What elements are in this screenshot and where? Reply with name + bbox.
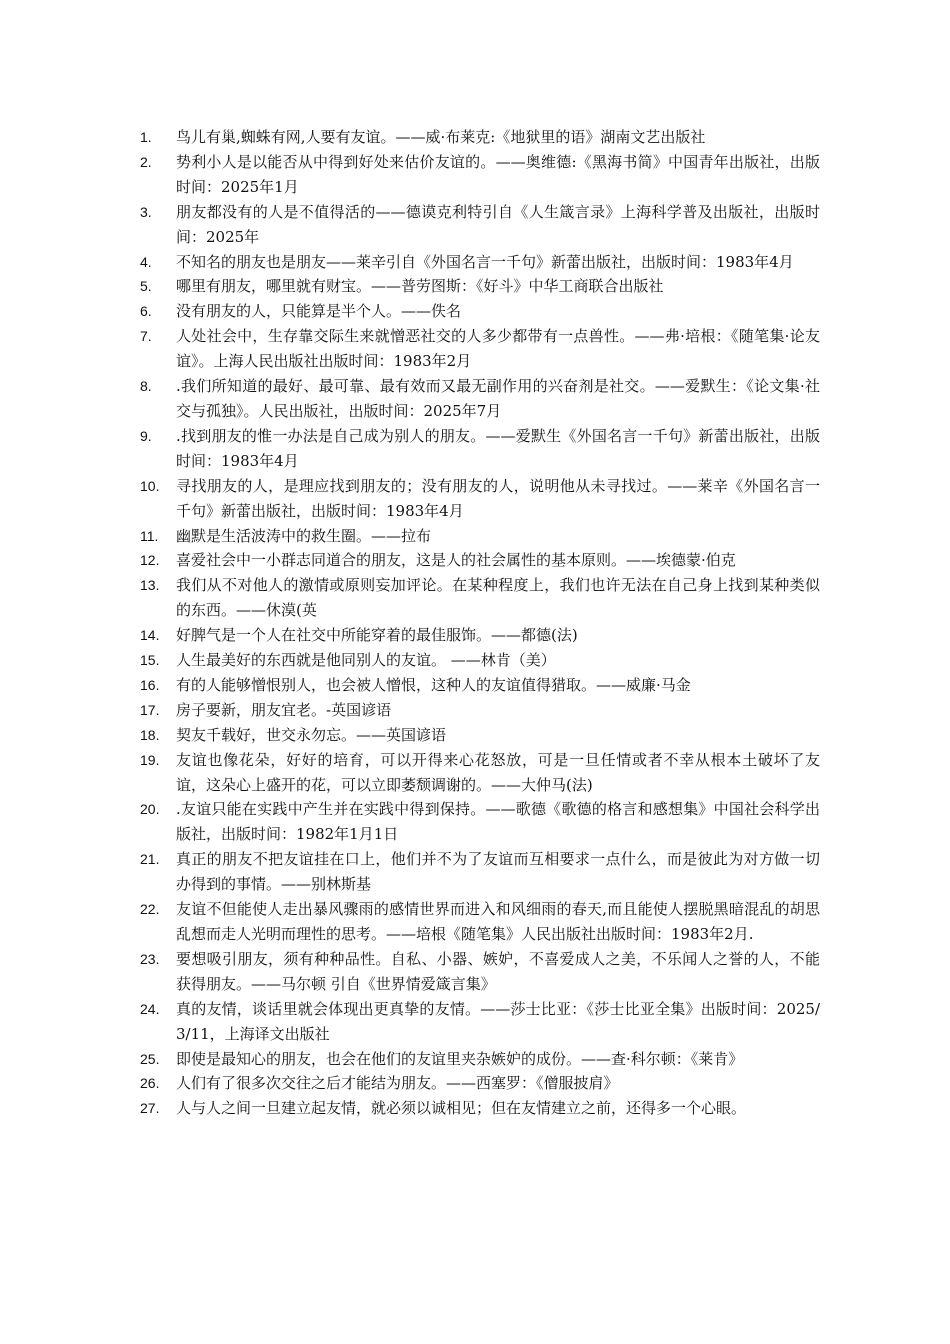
item-text: 有的人能够憎恨别人，也会被人憎恨，这种人的友谊值得猎取。——威廉·马金 <box>176 675 691 694</box>
list-item <box>140 374 820 424</box>
list-item <box>140 897 820 947</box>
item-number: 27. <box>140 1100 160 1117</box>
item-text: .我们所知道的最好、最可靠、最有效而又最无副作用的兴奋剂是社交。——爱默生：《论文集·社交与孤独》。人民出版社，出版时间：2025年7月 <box>176 377 820 420</box>
item-number: 26. <box>140 1075 160 1092</box>
item-text: 哪里有朋友，哪里就有财宝。——普劳图斯：《好斗》中华工商联合出版社 <box>176 277 664 296</box>
item-number: 20. <box>140 801 160 818</box>
item-text: 房子要新，朋友宜老。-英国谚语 <box>176 700 392 719</box>
item-number: 22. <box>140 901 160 918</box>
item-number: 3. <box>140 203 152 220</box>
item-number: 12. <box>140 552 160 569</box>
item-text: 没有朋友的人，只能算是半个人。——佚名 <box>176 302 462 321</box>
item-number: 2. <box>140 153 152 170</box>
list-item <box>140 1071 820 1096</box>
list-item <box>140 797 820 847</box>
item-number: 4. <box>140 253 152 270</box>
list-item <box>140 125 820 150</box>
list-item <box>140 997 820 1047</box>
item-text: 好脾气是一个人在社交中所能穿着的最佳服饰。——都德(法) <box>176 626 578 645</box>
item-number: 19. <box>140 751 160 768</box>
item-text: .找到朋友的惟一办法是自己成为别人的朋友。——爱默生《外国名言一千句》新蕾出版社，出版时间：1983年4月 <box>176 426 820 470</box>
item-text: 幽默是生活波涛中的救生圈。——拉布 <box>176 526 432 545</box>
item-number: 24. <box>140 1000 160 1017</box>
list-item <box>140 524 820 549</box>
item-text: 人与人之间一旦建立起友情，就必须以诚相见；但在友情建立之前，还得多一个心眼。 <box>176 1099 747 1118</box>
list-item <box>140 324 820 374</box>
item-number: 9. <box>140 427 152 444</box>
item-text: 真正的朋友不把友谊挂在口上，他们并不为了友谊而互相要求一点什么，而是彼此为对方做一切办得到的事情。——别林斯基 <box>176 850 820 894</box>
list-item <box>140 847 820 897</box>
list-item <box>140 947 820 997</box>
item-text: 我们从不对他人的激情或原则妄加评论。在某种程度上，我们也许无法在自己身上找到某种类似的东西。——休漠(英 <box>176 576 820 620</box>
list-item <box>140 673 820 698</box>
list-item <box>140 623 820 648</box>
list-item <box>140 299 820 324</box>
list-item <box>140 698 820 723</box>
item-number: 10. <box>140 477 160 494</box>
item-text: 人处社会中，生存靠交际生来就憎恶社交的人多少都带有一点兽性。——弗·培根：《随笔集·论友谊》。上海人民出版社出版时间：1983年2月 <box>176 327 820 371</box>
list-item <box>140 573 820 623</box>
list-item <box>140 200 820 250</box>
item-text: 鸟儿有巢,蜘蛛有网,人要有友谊。——威·布莱克:《地狱里的语》湖南文艺出版社 <box>176 128 706 146</box>
item-number: 15. <box>140 652 160 669</box>
item-text: 真的友情，谈话里就会体现出更真挚的友情。——莎士比亚：《莎士比亚全集》出版时间：2025/3/11，上海译文出版社 <box>176 999 820 1043</box>
item-text: 契友千载好，世交永勿忘。——英国谚语 <box>176 725 447 744</box>
item-text: 友谊也像花朵，好好的培育，可以开得来心花怒放，可是一旦任情或者不幸从根本土破坏了友谊，这朵心上盛开的花，可以立即萎颓调谢的。——大仲马(法) <box>176 750 820 794</box>
item-text: 友谊不但能使人走出暴风骤雨的感情世界而进入和风细雨的春天,而且能使人摆脱黑暗混乱的胡思乱想而走人光明而理性的思考。——培根《随笔集》人民出版社出版时间：1983年2月. <box>176 900 820 943</box>
list-item <box>140 424 820 474</box>
item-number: 13. <box>140 577 160 594</box>
list-item <box>140 474 820 524</box>
quote-list <box>140 125 820 1121</box>
item-number: 11. <box>140 527 159 544</box>
list-item <box>140 250 820 275</box>
list-item <box>140 748 820 798</box>
item-number: 16. <box>140 676 160 693</box>
item-number: 18. <box>140 726 160 743</box>
item-number: 21. <box>140 851 160 868</box>
item-text: 即使是最知心的朋友，也会在他们的友谊里夹杂嫉妒的成份。——查·科尔顿：《莱肯》 <box>176 1049 744 1068</box>
item-text: 要想吸引朋友，须有种种品性。自私、小器、嫉妒，不喜爱成人之美，不乐闻人之誉的人，不能获得朋友。——马尔顿 引自《世界情爱箴言集》 <box>176 949 820 993</box>
item-number: 7. <box>140 328 152 345</box>
item-text: 朋友都没有的人是不值得活的——德谟克利特引自《人生箴言录》上海科学普及出版社，出版时间：2025年 <box>176 202 820 246</box>
item-text: 人们有了很多次交往之后才能结为朋友。——西塞罗：《僧服披肩》 <box>176 1074 619 1093</box>
item-number: 8. <box>140 378 152 395</box>
item-number: 6. <box>140 303 152 320</box>
item-number: 17. <box>140 701 160 718</box>
list-item <box>140 1047 820 1072</box>
list-item <box>140 274 820 299</box>
item-number: 14. <box>140 627 160 644</box>
list-item <box>140 648 820 673</box>
item-number: 1. <box>140 129 152 145</box>
item-text: 喜爱社会中一小群志同道合的朋友，这是人的社会属性的基本原则。——埃德蒙·伯克 <box>176 551 736 570</box>
item-text: .友谊只能在实践中产生并在实践中得到保持。——歌德《歌德的格言和感想集》中国社会科学出版社，出版时间：1982年1月1日 <box>176 800 820 844</box>
item-number: 25. <box>140 1050 160 1067</box>
list-item <box>140 150 820 200</box>
item-number: 5. <box>140 278 152 295</box>
list-item <box>140 1096 820 1121</box>
item-text: 势利小人是以能否从中得到好处来估价友谊的。——奥维德:《黑海书简》中国青年出版社，出版时间：2025年1月 <box>176 152 820 196</box>
item-number: 23. <box>140 950 160 967</box>
item-text: 人生最美好的东西就是他同别人的友谊。 ——林肯（美） <box>176 651 556 670</box>
item-text: 不知名的朋友也是朋友——莱辛引自《外国名言一千句》新蕾出版社，出版时间：1983年4月 <box>176 252 794 271</box>
list-item <box>140 548 820 573</box>
item-text: 寻找朋友的人，是理应找到朋友的；没有朋友的人，说明他从未寻找过。——莱辛《外国名言一千句》新蕾出版社，出版时间：1983年4月 <box>176 476 820 520</box>
list-item <box>140 723 820 748</box>
